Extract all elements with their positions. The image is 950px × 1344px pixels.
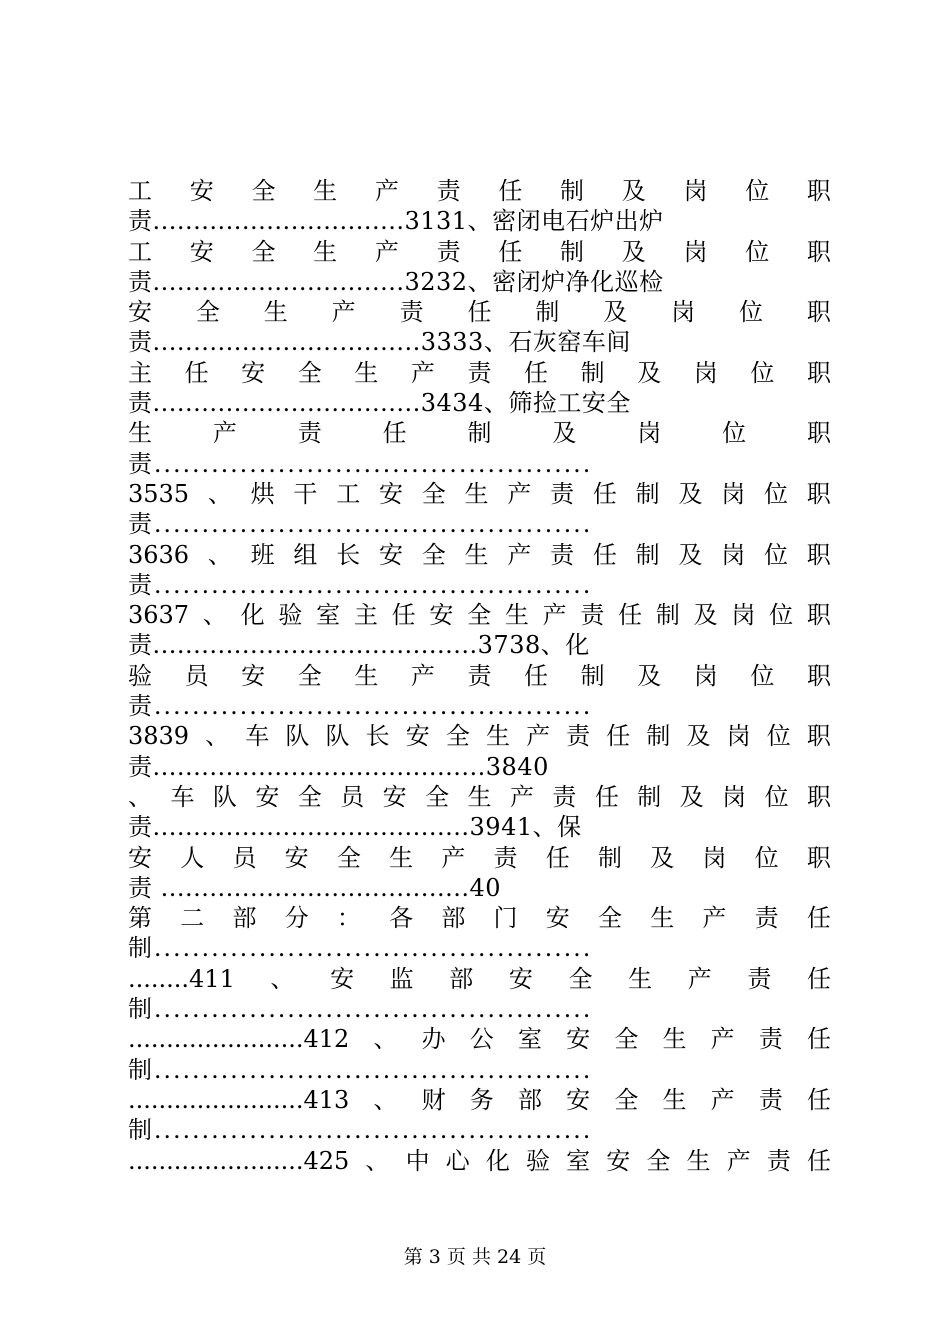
toc-char: 岗: [702, 843, 727, 872]
toc-part: 产: [710, 1085, 735, 1114]
toc-line: [128, 237, 831, 267]
toc-char: 产: [374, 177, 399, 205]
toc-part: .......................412: [128, 1025, 350, 1054]
toc-part: 全: [568, 964, 593, 993]
toc-part: 安: [378, 540, 403, 569]
toc-line: 制..............................................: [128, 995, 593, 1024]
toc-line: [128, 964, 831, 994]
toc-part: 制: [635, 540, 660, 569]
toc-part: 车: [170, 782, 195, 811]
toc-char: 岗: [683, 177, 708, 205]
toc-line: 责..............................................: [128, 570, 593, 599]
toc-char: 安: [284, 843, 309, 872]
toc-char: 岗: [671, 298, 696, 327]
toc-part: 任: [391, 601, 416, 630]
toc-part: 全: [421, 540, 446, 569]
toc-part: 安: [429, 601, 454, 630]
toc-part: 位: [769, 601, 794, 630]
toc-line: 责..............................................: [128, 449, 593, 478]
toc-part: 产: [507, 540, 532, 569]
toc-part: 责: [766, 1146, 791, 1175]
toc-char: 安: [189, 237, 214, 266]
toc-char: 产: [410, 661, 435, 690]
toc-char: 产: [702, 904, 727, 933]
toc-part: 制: [635, 479, 660, 508]
toc-part: 队: [325, 722, 350, 751]
toc-part: 、: [207, 479, 232, 508]
toc-char: 生: [263, 298, 288, 327]
toc-part: 责: [550, 479, 575, 508]
toc-char: 安: [241, 661, 266, 690]
toc-char: 全: [297, 661, 322, 690]
toc-line: 责...............................3232、密闭炉净化巡检: [128, 267, 664, 296]
toc-part: 职: [806, 722, 831, 751]
toc-part: 安: [566, 1025, 591, 1054]
toc-part: 、: [373, 1085, 398, 1114]
toc-part: 任: [606, 722, 631, 751]
toc-line: [128, 661, 831, 691]
toc-char: 制: [467, 419, 492, 448]
toc-line: [128, 600, 831, 630]
toc-char: 职: [806, 298, 831, 327]
toc-char: 员: [232, 843, 257, 872]
toc-char: 及: [637, 661, 662, 690]
toc-char: 生: [128, 419, 152, 448]
toc-char: 责: [467, 358, 492, 387]
toc-char: 生: [354, 661, 379, 690]
toc-part: 验: [525, 1146, 550, 1175]
toc-part: 全: [425, 782, 450, 811]
table-of-contents: [128, 176, 831, 1176]
toc-part: 及: [693, 601, 718, 630]
toc-part: 产: [507, 479, 532, 508]
toc-line: [128, 479, 831, 509]
toc-part: 及: [686, 722, 711, 751]
toc-char: 分: [284, 904, 309, 933]
toc-char: 责: [436, 177, 461, 205]
toc-line: 责........................................3738、化: [128, 631, 590, 660]
toc-char: 安: [128, 298, 152, 327]
toc-part: 长: [336, 540, 361, 569]
toc-part: 任: [592, 540, 617, 569]
toc-part: 责: [566, 722, 591, 751]
toc-part: 岗: [721, 540, 746, 569]
toc-part: 产: [542, 601, 567, 630]
toc-part: 队: [212, 782, 237, 811]
toc-char: 安: [128, 843, 152, 872]
toc-part: 队: [285, 722, 310, 751]
toc-char: 生: [354, 358, 379, 387]
toc-part: 、: [202, 601, 227, 630]
toc-part: 公: [469, 1025, 494, 1054]
toc-part: 责: [550, 540, 575, 569]
toc-char: 任: [184, 358, 209, 387]
toc-part: 责: [758, 1085, 783, 1114]
toc-line: [128, 297, 831, 327]
toc-char: 部: [441, 904, 466, 933]
toc-char: 全: [251, 237, 276, 266]
toc-part: 财: [421, 1085, 446, 1114]
toc-part: 务: [469, 1085, 494, 1114]
toc-part: 、: [128, 782, 152, 811]
toc-part: 烘: [250, 479, 275, 508]
toc-char: 工: [128, 237, 152, 266]
toc-part: 产: [687, 964, 712, 993]
toc-char: 责: [467, 661, 492, 690]
toc-part: 位: [764, 782, 789, 811]
toc-part: 全: [614, 1085, 639, 1114]
toc-part: 安: [508, 964, 533, 993]
toc-char: 制: [560, 177, 585, 205]
toc-part: 责: [758, 1025, 783, 1054]
toc-part: 生: [485, 722, 510, 751]
toc-part: 工: [336, 479, 361, 508]
toc-line: 责.................................3333、石灰窑车间: [128, 328, 631, 357]
toc-part: 验: [278, 601, 303, 630]
toc-char: 制: [560, 237, 585, 266]
toc-part: 全: [646, 1146, 671, 1175]
toc-part: 班: [250, 540, 275, 569]
toc-char: 全: [297, 358, 322, 387]
toc-char: 任: [806, 904, 831, 933]
toc-char: 职: [806, 358, 831, 387]
toc-part: 产: [710, 1025, 735, 1054]
toc-part: 、: [373, 1025, 398, 1054]
toc-part: 全: [445, 722, 470, 751]
toc-part: 生: [662, 1085, 687, 1114]
toc-line: 责...............................3131、密闭电石炉出炉: [128, 207, 664, 236]
toc-line: 制..............................................: [128, 1116, 593, 1145]
toc-line: [128, 903, 831, 933]
toc-part: 制: [646, 722, 671, 751]
toc-part: 任: [592, 479, 617, 508]
toc-part: 全: [297, 782, 322, 811]
toc-part: 职: [806, 601, 831, 630]
toc-part: 安: [606, 1146, 631, 1175]
toc-part: 责: [580, 601, 605, 630]
toc-char: 安: [241, 358, 266, 387]
toc-char: 制: [580, 661, 605, 690]
toc-part: 部: [517, 1085, 542, 1114]
toc-part: 生: [467, 782, 492, 811]
toc-char: 位: [754, 843, 779, 872]
toc-char: 任: [524, 358, 549, 387]
toc-char: 位: [745, 177, 770, 205]
toc-line: [128, 843, 831, 873]
toc-line: [128, 1085, 831, 1115]
toc-part: 位: [766, 722, 791, 751]
toc-line: [128, 176, 831, 206]
toc-part: 任: [594, 782, 619, 811]
toc-char: 责: [493, 843, 518, 872]
toc-line: 制..............................................: [128, 934, 593, 963]
toc-part: 3839: [128, 722, 190, 751]
toc-part: 任: [618, 601, 643, 630]
toc-char: 制: [535, 298, 560, 327]
toc-line: [128, 418, 831, 448]
toc-part: 安: [330, 964, 355, 993]
toc-part: 产: [726, 1146, 751, 1175]
toc-part: 中: [405, 1146, 430, 1175]
toc-char: 岗: [637, 419, 662, 448]
toc-part: 职: [806, 540, 831, 569]
toc-char: 制: [597, 843, 622, 872]
toc-char: 全: [597, 904, 622, 933]
toc-part: 主: [353, 601, 378, 630]
toc-line: 责.......................................3941、保: [128, 813, 582, 842]
toc-char: 员: [184, 661, 209, 690]
toc-char: 生: [389, 843, 414, 872]
toc-char: 责: [297, 419, 322, 448]
toc-part: 3535: [128, 479, 190, 508]
toc-char: 岗: [693, 661, 718, 690]
toc-char: 责: [754, 904, 779, 933]
toc-char: 安: [545, 904, 570, 933]
toc-line: 责..............................................: [128, 692, 593, 721]
toc-char: 验: [128, 661, 152, 690]
toc-char: 责: [399, 298, 424, 327]
toc-char: 制: [580, 358, 605, 387]
toc-part: 制: [637, 782, 662, 811]
toc-line: [128, 1146, 831, 1176]
toc-part: 生: [628, 964, 653, 993]
toc-part: 生: [662, 1025, 687, 1054]
toc-char: 职: [807, 419, 831, 448]
toc-part: 室: [316, 601, 341, 630]
toc-char: 安: [189, 177, 214, 205]
toc-char: 产: [441, 843, 466, 872]
toc-part: 化: [485, 1146, 510, 1175]
toc-char: 全: [251, 177, 276, 205]
toc-part: 安: [382, 782, 407, 811]
toc-part: 任: [807, 1025, 831, 1054]
toc-char: 任: [498, 237, 523, 266]
toc-char: 任: [498, 177, 523, 205]
toc-char: 生: [313, 177, 338, 205]
toc-part: 生: [464, 540, 489, 569]
toc-part: 岗: [722, 782, 747, 811]
toc-part: 生: [686, 1146, 711, 1175]
toc-char: 二: [180, 904, 205, 933]
toc-part: 监: [389, 964, 414, 993]
toc-part: 生: [504, 601, 529, 630]
toc-part: 、: [270, 964, 295, 993]
toc-char: 及: [603, 298, 628, 327]
toc-part: 化: [240, 601, 265, 630]
toc-part: 产: [526, 722, 551, 751]
toc-part: 责: [552, 782, 577, 811]
toc-char: 岗: [683, 237, 708, 266]
toc-part: 及: [678, 540, 703, 569]
toc-char: 责: [436, 237, 461, 266]
toc-part: 安: [378, 479, 403, 508]
toc-char: 及: [552, 419, 577, 448]
toc-line: 责.................................3434、筛捡工安全: [128, 389, 631, 418]
toc-char: 主: [128, 358, 152, 387]
toc-char: 全: [195, 298, 220, 327]
toc-char: 位: [722, 419, 747, 448]
toc-part: 位: [764, 479, 789, 508]
toc-part: 全: [467, 601, 492, 630]
toc-part: 全: [614, 1025, 639, 1054]
toc-part: 部: [449, 964, 474, 993]
toc-line: 制..............................................: [128, 1055, 593, 1084]
toc-part: 、: [365, 1146, 390, 1175]
toc-char: 产: [331, 298, 356, 327]
toc-part: 心: [445, 1146, 470, 1175]
toc-part: 室: [517, 1025, 542, 1054]
toc-part: 组: [293, 540, 318, 569]
toc-line: 责 ......................................40: [128, 873, 502, 902]
toc-part: 安: [405, 722, 430, 751]
toc-part: 生: [464, 479, 489, 508]
toc-part: 长: [365, 722, 390, 751]
toc-part: 干: [293, 479, 318, 508]
toc-part: .......................425: [128, 1146, 350, 1175]
toc-char: 工: [128, 177, 152, 205]
toc-char: 生: [313, 237, 338, 266]
toc-part: 及: [679, 782, 704, 811]
toc-part: 任: [806, 964, 831, 993]
toc-char: 产: [212, 419, 237, 448]
toc-char: 位: [750, 661, 775, 690]
toc-char: 及: [650, 843, 675, 872]
toc-part: 3637: [128, 601, 190, 630]
toc-char: 岗: [693, 358, 718, 387]
toc-part: 制: [655, 601, 680, 630]
toc-char: 职: [806, 237, 831, 266]
toc-char: 位: [745, 237, 770, 266]
toc-char: 全: [336, 843, 361, 872]
toc-char: 及: [621, 237, 646, 266]
toc-part: 及: [678, 479, 703, 508]
toc-char: 第: [128, 904, 152, 933]
toc-char: 人: [180, 843, 205, 872]
toc-line: [128, 540, 831, 570]
toc-char: 门: [493, 904, 518, 933]
toc-part: 任: [806, 1146, 831, 1175]
toc-char: 任: [545, 843, 570, 872]
toc-part: 、: [205, 722, 230, 751]
toc-char: 产: [410, 358, 435, 387]
toc-part: 安: [255, 782, 280, 811]
toc-char: 职: [806, 843, 831, 872]
toc-part: 岗: [721, 479, 746, 508]
toc-char: 生: [650, 904, 675, 933]
toc-part: ........411: [128, 964, 235, 993]
toc-char: 部: [232, 904, 257, 933]
toc-part: 岗: [731, 601, 756, 630]
toc-char: 任: [524, 661, 549, 690]
toc-line: [128, 358, 831, 388]
toc-part: 职: [807, 782, 831, 811]
toc-char: 位: [739, 298, 764, 327]
toc-part: 岗: [726, 722, 751, 751]
toc-part: 车: [245, 722, 270, 751]
toc-part: 职: [806, 479, 831, 508]
toc-part: 、: [207, 540, 232, 569]
toc-part: 室: [566, 1146, 591, 1175]
toc-char: 任: [382, 419, 407, 448]
toc-char: 产: [374, 237, 399, 266]
toc-char: 职: [806, 661, 831, 690]
toc-char: 位: [750, 358, 775, 387]
toc-line: 责..............................................: [128, 510, 593, 539]
toc-line: 责.........................................3840: [128, 752, 549, 781]
toc-part: 任: [807, 1085, 831, 1114]
toc-part: 责: [747, 964, 772, 993]
toc-char: 任: [467, 298, 492, 327]
toc-part: .......................413: [128, 1085, 350, 1114]
toc-part: 办: [421, 1025, 446, 1054]
toc-part: 产: [509, 782, 534, 811]
toc-line: [128, 721, 831, 751]
toc-line: [128, 782, 831, 812]
toc-char: 及: [637, 358, 662, 387]
toc-part: 3636: [128, 540, 190, 569]
toc-char: 职: [806, 177, 831, 205]
toc-part: 员: [340, 782, 365, 811]
toc-char: ：: [336, 904, 361, 933]
toc-part: 全: [421, 479, 446, 508]
toc-line: [128, 1024, 831, 1054]
toc-char: 各: [389, 904, 414, 933]
toc-part: 位: [764, 540, 789, 569]
page-footer: 第 3 页 共 24 页: [403, 1246, 547, 1268]
toc-part: 安: [566, 1085, 591, 1114]
toc-char: 及: [621, 177, 646, 205]
